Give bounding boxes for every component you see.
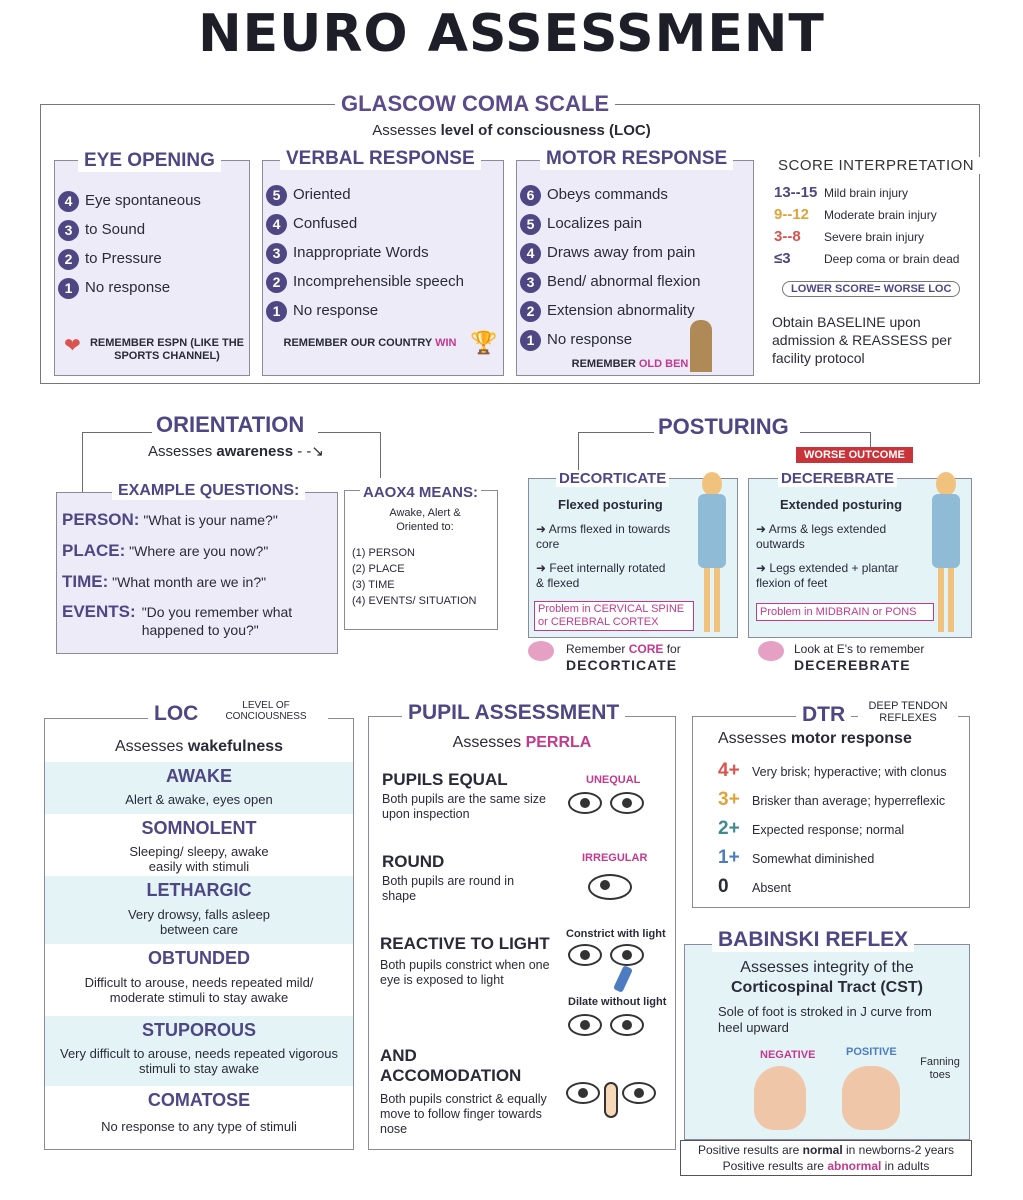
- eye-icon-pair: [564, 944, 648, 971]
- babinski-note-1: Positive results are normal in newborns-2 years: [697, 1143, 955, 1157]
- pupil-item: AND ACCOMODATION Both pupils constrict & equally move to follow finger towards nose: [380, 1046, 547, 1136]
- decerebrate-heading: DECEREBRATE: [778, 470, 897, 487]
- loc-level: LETHARGIC Very drowsy, falls asleep between care: [45, 876, 353, 944]
- pupil-tag: Constrict with light: [566, 928, 666, 940]
- finger-icon: [604, 1082, 618, 1118]
- orientation-bracket: [82, 432, 152, 433]
- dtr-row: 1+ Somewhat diminished: [718, 847, 875, 868]
- loc-level: OBTUNDED Difficult to arouse, needs repeated mild/ moderate stimuli to stay awake: [84, 948, 314, 1005]
- dtr-row: 2+ Expected response; normal: [718, 818, 905, 839]
- motor-item: 3 Bend/ abnormal flexion: [520, 267, 700, 296]
- eye-item: 1 No response: [58, 273, 201, 302]
- heart-icon: ❤: [64, 335, 81, 357]
- score-row: 3--8 Severe brain injury: [774, 228, 925, 245]
- eye-icon: [568, 792, 602, 814]
- eye-item: 4 Eye spontaneous: [58, 186, 201, 215]
- gcs-subtitle: Assesses level of consciousness (LOC): [372, 122, 651, 139]
- question-row: PERSON: "What is your name?": [62, 510, 278, 529]
- loc-heading-note: LEVEL OF CONCIOUSNESS: [204, 700, 328, 722]
- verbal-item: 5 Oriented: [266, 180, 464, 209]
- questions-list: [62, 510, 334, 639]
- decorticate-sub: Flexed posturing: [558, 497, 663, 512]
- brain-icon: [758, 641, 784, 661]
- decerebrate-bullet: ➜ Arms & legs extended outwards: [756, 522, 887, 551]
- dtr-subtitle: Assesses motor response: [718, 730, 912, 747]
- score-row: ≤3 Deep coma or brain dead: [774, 250, 960, 267]
- verbal-item: 2 Incomprehensible speech: [266, 267, 464, 296]
- dtr-row: 4+ Very brisk; hyperactive; with clonus: [718, 760, 947, 781]
- aaox-heading: AAOX4 MEANS:: [360, 484, 481, 501]
- decerebrate-problem: Problem in MIDBRAIN or PONS: [756, 603, 934, 621]
- decorticate-problem: Problem in CERVICAL SPINE or CEREBRAL CORTEX: [534, 601, 694, 631]
- aaox-item: (1) PERSON: [352, 547, 415, 559]
- posturing-bracket: [578, 432, 579, 472]
- pupil-item: PUPILS EQUAL Both pupils are the same size upon inspection: [382, 770, 546, 821]
- aaox-sub: Awake, Alert & Oriented to:: [389, 507, 461, 533]
- pupil-item: ROUND Both pupils are round in shape: [382, 852, 515, 903]
- eye-icon: [610, 792, 644, 814]
- motor-item: 6 Obeys commands: [520, 180, 700, 209]
- motor-mnemonic: REMEMBER OLD BEN: [571, 358, 689, 370]
- decorticate-heading: DECORTICATE: [556, 470, 669, 487]
- page-title: NEURO ASSESSMENT: [198, 4, 825, 64]
- verbal-item: 1 No response: [266, 296, 464, 325]
- score-row: 9--12 Moderate brain injury: [774, 206, 937, 223]
- dtr-list: [718, 756, 947, 901]
- eye-opening-heading: EYE OPENING: [78, 150, 221, 172]
- motor-item: 2 Extension abnormality: [520, 296, 700, 325]
- aaox-item: (4) EVENTS/ SITUATION: [352, 595, 477, 607]
- loc-level: SOMNOLENT Sleeping/ sleepy, awake easily with stimuli: [129, 818, 269, 874]
- dtr-row: 3+ Brisker than average; hyperreflexic: [718, 789, 946, 810]
- loc-level: COMATOSE No response to any type of stimuli: [101, 1090, 297, 1134]
- eye-item: 2 to Pressure: [58, 244, 201, 273]
- foot-icon: [754, 1066, 806, 1130]
- orientation-subtitle: Assesses awareness - -↘: [148, 443, 324, 460]
- motor-response-heading: MOTOR RESPONSE: [540, 148, 733, 170]
- eye-icon-pair: [564, 792, 648, 819]
- decorticate-bullet: ➜ Feet internally rotated & flexed: [536, 561, 666, 590]
- decerebrate-sub: Extended posturing: [780, 497, 903, 512]
- eye-opening-list: [58, 186, 201, 302]
- decorticate-bullet: ➜ Arms flexed in towards core: [536, 522, 671, 551]
- score-heading: SCORE INTERPRETATION: [772, 157, 980, 174]
- pupil-tag: Dilate without light: [568, 996, 667, 1008]
- babinski-heading: BABINSKI REFLEX: [712, 928, 914, 952]
- gcs-heading: GLASCOW COMA SCALE: [335, 91, 615, 117]
- score-note: LOWER SCORE= WORSE LOC: [782, 281, 960, 297]
- orientation-bracket: [82, 432, 83, 492]
- eye-icon: [568, 1014, 602, 1036]
- example-questions-heading: EXAMPLE QUESTIONS:: [112, 482, 305, 500]
- loc-level: STUPOROUS Very difficult to arouse, needs repeated vigorous stimuli to stay awake: [45, 1016, 353, 1086]
- babinski-positive: POSITIVE: [846, 1046, 897, 1058]
- loc-level: AWAKE Alert & awake, eyes open: [45, 762, 353, 814]
- decerebrate-bullet: ➜ Legs extended + plantar flexion of feet: [756, 561, 899, 590]
- eye-icon: [568, 944, 602, 966]
- dtr-row: 0 Absent: [718, 876, 791, 897]
- posturing-bracket: [578, 432, 654, 433]
- motor-item: 1 No response: [520, 325, 700, 354]
- pupil-heading: PUPIL ASSESSMENT: [402, 701, 625, 725]
- babinski-note: [680, 1140, 972, 1176]
- babinski-negative: NEGATIVE: [760, 1049, 816, 1061]
- eye-icon-pair: [562, 1082, 660, 1118]
- babinski-desc: Sole of foot is stroked in J curve from heel upward: [718, 1004, 932, 1035]
- brain-icon: [528, 641, 554, 661]
- pupil-tag: UNEQUAL: [586, 774, 641, 786]
- aaox-list: [352, 545, 476, 609]
- score-row: 13--15 Mild brain injury: [774, 184, 909, 201]
- verbal-response-heading: VERBAL RESPONSE: [280, 148, 481, 170]
- decorticate-bullets: [536, 522, 676, 591]
- decerebrate-word: DECEREBRATE: [794, 657, 911, 673]
- verbal-item: 4 Confused: [266, 209, 464, 238]
- eye-icon: [588, 874, 632, 900]
- arrow-icon: - -↘: [297, 443, 324, 460]
- motor-item: 4 Draws away from pain: [520, 238, 700, 267]
- babinski-fanning: Fanning toes: [920, 1056, 960, 1081]
- motor-list: [520, 180, 700, 354]
- pupil-tag: IRREGULAR: [582, 852, 648, 864]
- decorticate-figure: [690, 472, 734, 638]
- posturing-bracket: [870, 432, 871, 447]
- pupil-item: REACTIVE TO LIGHT Both pupils constrict when one eye is exposed to light: [380, 934, 550, 987]
- worse-outcome-badge: WORSE OUTCOME: [796, 447, 913, 463]
- eye-mnemonic: REMEMBER ESPN (LIKE THE SPORTS CHANNEL): [89, 337, 244, 362]
- big-ben-icon: [690, 320, 712, 372]
- dtr-heading: DTR: [796, 703, 851, 727]
- decerebrate-bullets: [756, 522, 916, 591]
- question-row: EVENTS: "Do you remember what happened to you?": [62, 602, 293, 638]
- eye-icon-pair: [564, 1014, 648, 1041]
- loc-heading: LOC: [148, 702, 204, 726]
- score-baseline: Obtain BASELINE upon admission & REASSESS per facility protocol: [772, 314, 952, 366]
- eye-icon: [610, 1014, 644, 1036]
- verbal-list: [266, 180, 464, 325]
- decorticate-tip: Remember CORE for DECORTICATE: [566, 642, 681, 673]
- posturing-bracket: [800, 432, 870, 433]
- posturing-heading: POSTURING: [658, 414, 789, 439]
- eye-item: 3 to Sound: [58, 215, 201, 244]
- motor-item: 5 Localizes pain: [520, 209, 700, 238]
- babinski-note-2: Positive results are abnormal in adults: [722, 1159, 930, 1173]
- question-row: TIME: "What month are we in?": [62, 572, 267, 591]
- orientation-bracket: [380, 432, 381, 478]
- dtr-heading-note: DEEP TENDON REFLEXES: [858, 700, 958, 724]
- orientation-heading: ORIENTATION: [156, 412, 305, 437]
- decerebrate-tip: Look at E's to remember DECEREBRATE: [794, 642, 925, 673]
- eye-icon: [622, 1082, 656, 1104]
- babinski-sub: Assesses integrity of the Corticospinal Tract (CST): [730, 959, 924, 996]
- question-row: PLACE: "Where are you now?": [62, 541, 269, 560]
- verbal-item: 3 Inappropriate Words: [266, 238, 464, 267]
- foot-icon: [842, 1066, 900, 1130]
- aaox-item: (3) TIME: [352, 579, 395, 591]
- loc-subtitle: Assesses wakefulness: [114, 738, 284, 755]
- eye-icon-single: [584, 874, 636, 905]
- score-list: [774, 182, 959, 270]
- pupil-subtitle: Assesses PERRLA: [452, 734, 592, 751]
- trophy-icon: 🏆: [470, 330, 498, 355]
- verbal-mnemonic: REMEMBER OUR COUNTRY WIN: [283, 337, 457, 349]
- decorticate-word: DECORTICATE: [566, 657, 678, 673]
- eye-icon: [610, 944, 644, 966]
- eye-icon: [566, 1082, 600, 1104]
- aaox-item: (2) PLACE: [352, 563, 405, 575]
- orientation-bracket: [318, 432, 380, 433]
